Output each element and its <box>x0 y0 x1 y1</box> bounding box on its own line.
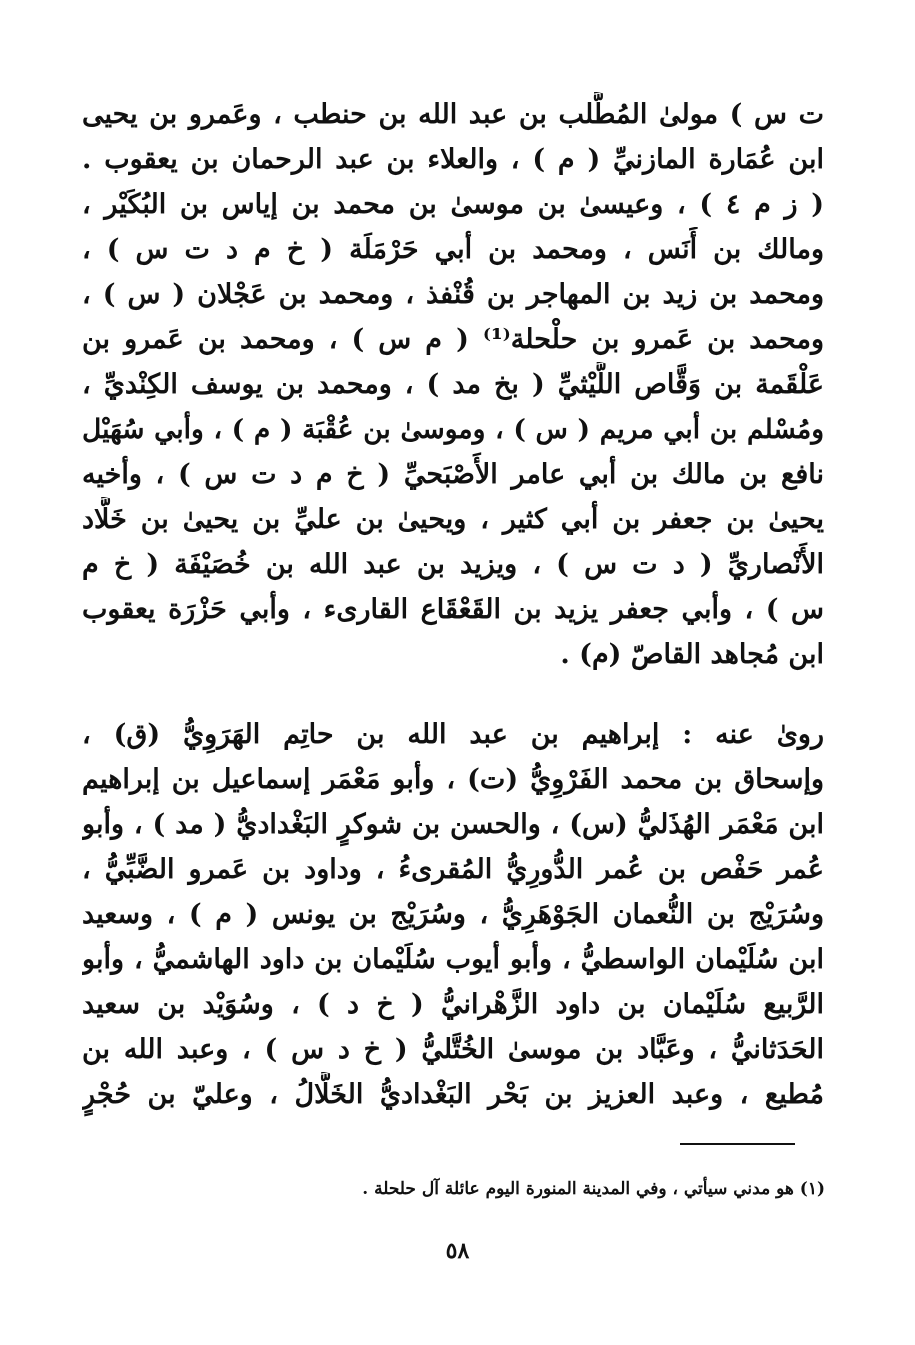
text-line: الرَّبيع سُلَيْمان بن داود الزَّهْرانيُّ ( خ د ) ، وسُوَيْد بن سعيد <box>82 989 824 1020</box>
text-line: ومُسْلم بن أبي مريم ( س ) ، وموسىٰ بن عُقْبَة ( م ) ، وأبي سُهَيْل <box>82 414 824 445</box>
text-line: ابن سُلَيْمان الواسطيُّ ، وأبو أيوب سُلَيْمان بن داود الهاشميُّ ، وأبو <box>82 944 824 975</box>
text-line: عَلْقَمة بن وَقَّاص اللَّيْثيِّ ( بخ مد ) ، ومحمد بن يوسف الكِنْديِّ ، <box>82 369 824 400</box>
text-line: ( ز م ٤ ) ، وعيسىٰ بن موسىٰ بن محمد بن إياس بن البُكَيْر ، <box>82 189 824 220</box>
paragraph-narrated-by <box>82 712 824 1117</box>
paragraph-narrators-from <box>82 92 824 677</box>
page-number: ٥٨ <box>445 1238 470 1264</box>
text-line: ومحمد بن عَمرو بن حلْحلة⁽¹⁾ ( م س ) ، ومحمد بن عَمرو بن <box>82 324 824 355</box>
text-line: مُطيع ، وعبد العزيز بن بَحْر البَغْداديُّ الخَلَّالُ ، وعليّ بن حُجْرٍ <box>82 1079 824 1110</box>
text-line: الحَدَثانيُّ ، وعَبَّاد بن موسىٰ الخُتَّليُّ ( خ د س ) ، وعبد الله بن <box>82 1034 824 1065</box>
footnote: (١) هو مدني سيأتي ، وفي المدينة المنورة اليوم عائلة آل حلحلة . <box>362 1179 825 1199</box>
text-line: ومالك بن أَنَس ، ومحمد بن أبي حَرْمَلَة ( خ م د ت س ) ، <box>82 234 824 265</box>
text-line: ت س ) مولىٰ المُطَّلب بن عبد الله بن حنطب ، وعَمرو بن يحيى <box>82 99 824 130</box>
text-line: نافع بن مالك بن أبي عامر الأَصْبَحيِّ ( خ م د ت س ) ، وأخيه <box>82 459 824 490</box>
text-line: الأَنْصاريِّ ( د ت س ) ، ويزيد بن عبد الله بن خُصَيْفَة ( خ م <box>82 549 824 580</box>
text-line: ابن عُمَارة المازنيِّ ( م ) ، والعلاء بن عبد الرحمان بن يعقوب . <box>82 144 824 175</box>
footnote-divider <box>680 1143 795 1145</box>
text-line: يحيىٰ بن جعفر بن أبي كثير ، ويحيىٰ بن عليِّ بن يحيىٰ بن خَلَّاد <box>82 504 824 535</box>
text-line: روىٰ عنه : إبراهيم بن عبد الله بن حاتِم الهَرَوِيُّ (ق) ، <box>82 719 824 750</box>
text-line: ابن مُجاهد القاصّ (م) . <box>560 639 824 670</box>
text-line: وسُرَيْج بن النُّعمان الجَوْهَرِيُّ ، وسُرَيْج بن يونس ( م ) ، وسعيد <box>82 899 824 930</box>
text-line: س ) ، وأبي جعفر يزيد بن القَعْقَاع القارىء ، وأبي حَزْرَة يعقوب <box>82 594 824 625</box>
text-line: عُمر حَفْص بن عُمر الدُّورِيُّ المُقرىءُ ، وداود بن عَمرو الضَّبِّيُّ ، <box>82 854 824 885</box>
text-line: وإسحاق بن محمد الفَرْوِيُّ (ت) ، وأبو مَعْمَر إسماعيل بن إبراهيم <box>82 764 824 795</box>
text-line: ومحمد بن زيد بن المهاجر بن قُنْفذ ، ومحمد بن عَجْلان ( س ) ، <box>82 279 824 310</box>
text-line: ابن مَعْمَر الهُذَليُّ (س) ، والحسن بن شوكرٍ البَغْداديُّ ( مد ) ، وأبو <box>82 809 824 840</box>
